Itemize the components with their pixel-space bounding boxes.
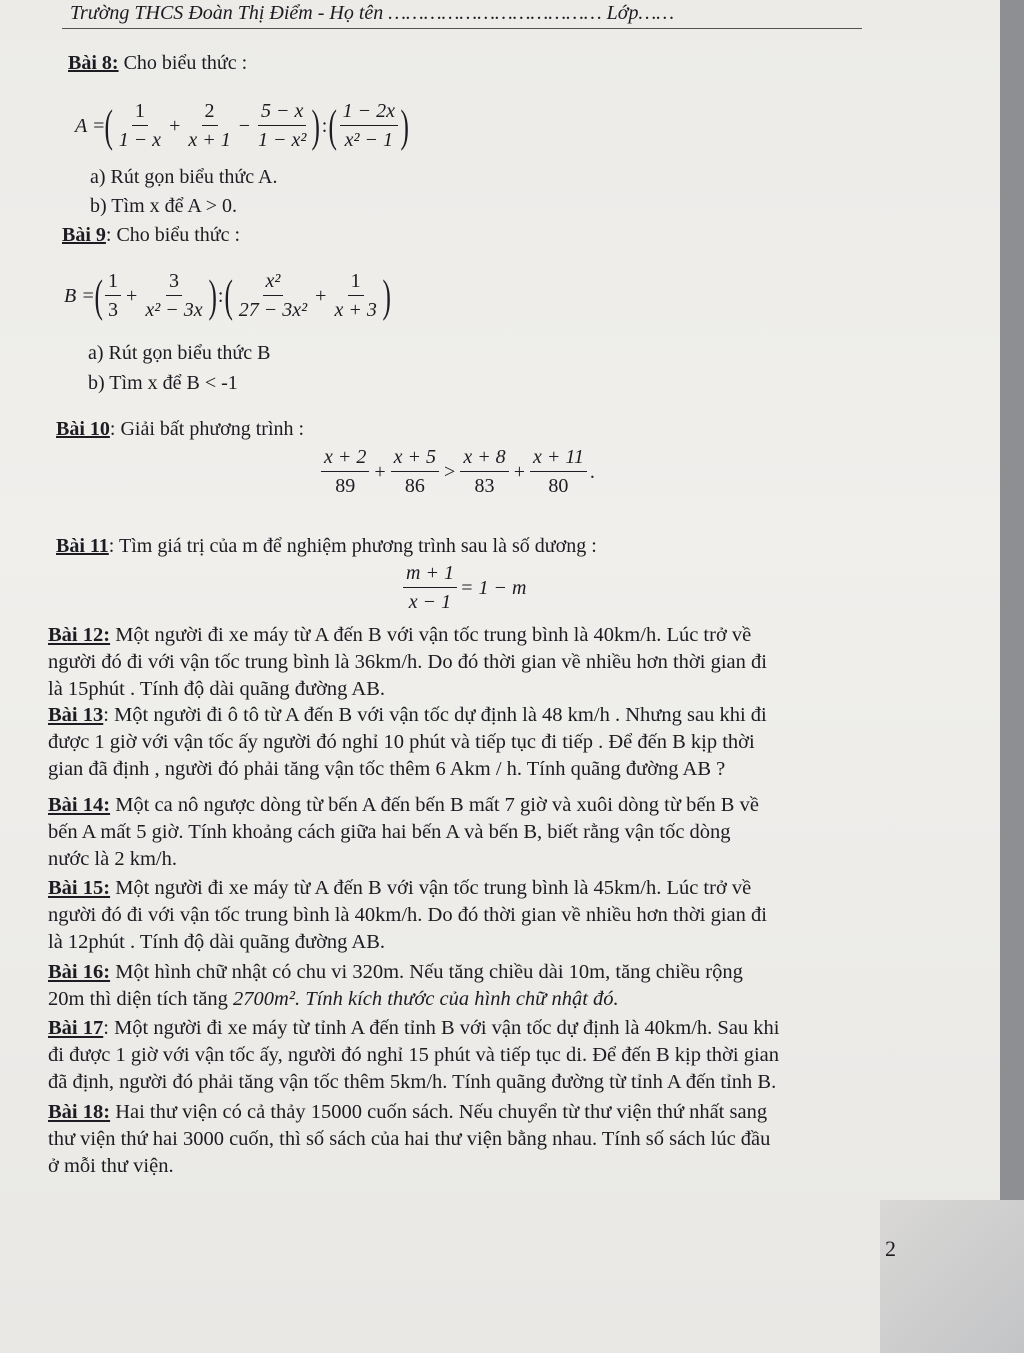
problem-18 [48,1099,908,1180]
fraction [340,100,398,152]
problem-18-label: Bài 18: [48,1101,111,1123]
numerator: 1 [348,270,364,296]
denominator: x² − 1 [344,129,393,151]
plus-sign: + [126,284,138,307]
denominator: x − 1 [408,591,452,613]
fraction [391,446,439,498]
numerator: 5 − x [258,100,306,126]
plus-sign: + [315,284,327,307]
denominator: x² − 3x [145,299,203,321]
problem-8-label: Bài 8: [68,52,119,74]
problem-17-line-1: : Một người đi xe máy từ tỉnh A đến tỉnh B với vận tốc dự định là 40km/h. Sau khi [103,1017,780,1039]
fraction [530,446,587,498]
fraction [255,100,309,152]
problem-17-label: Bài 17 [48,1017,104,1039]
denominator: 1 − x² [258,129,307,151]
problem-9-label: Bài 9 [62,224,106,246]
paren: ( [104,100,114,151]
paren: ( [94,270,103,321]
paren: ) [311,100,321,151]
problem-17-line-3: đã định, người đó phải tăng vận tốc thêm 5km/h. Tính quãng đường từ tỉnh A đến tỉnh B. [48,1071,777,1093]
problem-10-title [56,418,304,441]
denominator: 27 − 3x² [238,299,308,321]
paren: ) [208,270,217,321]
problem-12-line-1: Một người đi xe máy từ A đến B với vận tốc trung bình là 40km/h. Lúc trở về [110,624,752,646]
problem-15-label: Bài 15: [48,877,111,899]
numerator: x + 2 [321,446,369,472]
expression-A [75,100,408,152]
problem-12-line-2: người đó đi với vận tốc trung bình là 36km/h. Do đó thời gian về nhiều hơn thời gian đi [48,651,767,673]
period: . [589,460,595,483]
fraction [142,270,205,322]
paren: ( [224,270,234,321]
problem-13-line-1: : Một người đi ô tô từ A đến B với vận tốc dự định là 48 km/h . Nhưng sau khi đi [103,704,767,726]
problem-14-line-1: Một ca nô ngược dòng từ bến A đến bến B mất 7 giờ và xuôi dòng từ bến B về [110,794,759,816]
paren: ) [400,100,409,151]
problem-12-label: Bài 12: [48,624,111,646]
fraction [321,446,369,498]
header-rule [62,28,862,29]
problem-10-intro: : Giải bất phương trình : [109,418,305,440]
denominator: x + 3 [334,299,377,321]
problem-10-label: Bài 10 [56,418,110,440]
expression-A-lhs: A = [75,114,106,137]
greater-than-sign: > [444,460,456,483]
numerator: 3 [166,270,182,296]
problem-16-area: 2700m² [233,988,295,1010]
page-corner [880,1200,1024,1353]
equation-rhs: = 1 − m [459,576,527,599]
problem-13-line-2: được 1 giờ với vận tốc ấy người đó nghỉ 10 phút và tiếp tục đi tiếp . Để đến B kịp thời [48,731,755,753]
problem-16 [48,959,908,1013]
problem-18-line-1: Hai thư viện có cả thảy 15000 cuốn sách. Nếu chuyển từ thư viện thứ nhất sang [110,1101,768,1123]
numerator: 1 [105,270,121,296]
problem-9-intro: : Cho biểu thức : [105,224,241,246]
expression-B [64,270,390,322]
problem-14-line-2: bến A mất 5 giờ. Tính khoảng cách giữa hai bến A và bến B, biết rằng vận tốc dòng [48,821,731,843]
problem-12 [48,622,908,703]
division-sign: : [217,284,224,307]
problem-14-line-3: nước là 2 km/h. [48,848,177,870]
plus-sign: + [513,460,525,483]
problem-17 [48,1015,908,1096]
denominator: 1 − x [118,129,162,151]
plus-sign: + [169,114,181,137]
problem-8-title [68,52,247,75]
denominator: 80 [548,475,569,497]
fraction [403,562,457,614]
paren: ( [328,100,338,151]
inequality [318,446,595,498]
problem-14 [48,792,908,873]
problem-16-line-2a: 20m thì diện tích tăng [48,988,234,1010]
fraction [460,446,508,498]
denominator: 3 [108,299,119,321]
problem-15-line-3: là 12phút . Tính độ dài quãng đường AB. [48,931,386,953]
fraction [105,270,121,322]
problem-9-part-b: b) Tìm x để B < -1 [88,372,238,394]
problem-16-label: Bài 16: [48,961,111,983]
denominator: 83 [474,475,495,497]
paren: ) [382,270,391,321]
numerator: x² [263,270,284,296]
problem-9-part-a: a) Rút gọn biểu thức B [88,342,271,364]
fraction [116,100,164,152]
numerator: 2 [202,100,218,126]
fraction [236,270,310,322]
problem-13-label: Bài 13 [48,704,104,726]
page-header: Trường THCS Đoàn Thị Điểm - Họ tên ……………………………… Lớp…… [70,2,675,24]
numerator: x + 5 [391,446,439,472]
numerator: 1 [132,100,148,126]
denominator: 89 [335,475,356,497]
problem-12-line-3: là 15phút . Tính độ dài quãng đường AB. [48,678,386,700]
problem-9-title [62,224,240,247]
numerator: 1 − 2x [340,100,398,126]
plus-sign: + [374,460,386,483]
problem-14-label: Bài 14: [48,794,111,816]
problem-15 [48,875,908,956]
page-number: 2 [885,1236,896,1261]
numerator: m + 1 [403,562,457,588]
denominator: 86 [404,475,425,497]
problem-11-label: Bài 11 [56,535,109,557]
problem-13 [48,702,908,783]
problem-11-intro: : Tìm giá trị của m để nghiệm phương trình sau là số dương : [108,535,597,557]
problem-18-line-2: thư viện thứ hai 3000 cuốn, thì số sách của hai thư viện bằng nhau. Tính số sách lúc đầu [48,1128,771,1150]
division-sign: : [321,114,328,137]
expression-B-lhs: B = [64,284,95,307]
problem-18-line-3: ở mỗi thư viện. [48,1155,174,1177]
problem-8-part-a: a) Rút gọn biểu thức A. [90,166,278,188]
problem-15-line-2: người đó đi với vận tốc trung bình là 40km/h. Do đó thời gian về nhiều hơn thời gian đi [48,904,767,926]
fraction [185,100,233,152]
equation-m [400,562,526,614]
problem-8-part-b: b) Tìm x để A > 0. [90,195,238,217]
minus-sign: − [238,114,250,137]
problem-13-line-3: gian đã định , người đó phải tăng vận tốc thêm 6 Akm / h. Tính quãng đường AB ? [48,758,726,780]
numerator: x + 8 [460,446,508,472]
problem-8-intro: Cho biểu thức : [118,52,248,74]
problem-15-line-1: Một người đi xe máy từ A đến B với vận tốc trung bình là 45km/h. Lúc trở về [110,877,752,899]
problem-17-line-2: đi được 1 giờ với vận tốc ấy, người đó nghỉ 15 phút và tiếp tục di. Để đến B kịp thời gian [48,1044,779,1066]
problem-16-line-1: Một hình chữ nhật có chu vi 320m. Nếu tăng chiều dài 10m, tăng chiều rộng [110,961,743,983]
denominator: x + 1 [188,129,231,151]
problem-16-line-2b: . Tính kích thước của hình chữ nhật đó. [295,988,619,1010]
fraction [331,270,379,322]
problem-11-title [56,535,597,558]
numerator: x + 11 [530,446,587,472]
